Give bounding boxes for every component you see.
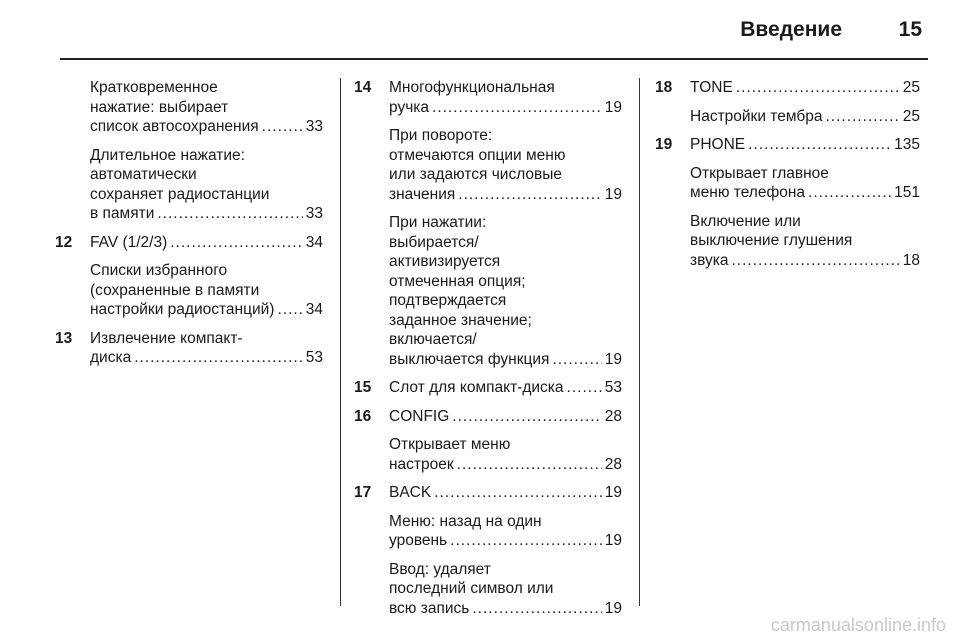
index-entry	[90, 78, 323, 137]
page-header	[0, 0, 960, 60]
index-entry	[655, 135, 920, 155]
entry-text-line: подтверждается	[389, 292, 507, 309]
index-entry	[389, 560, 622, 619]
entry-label: FAV (1/2/3)	[90, 233, 168, 251]
entry-reference-line	[690, 251, 920, 271]
dot-leader	[736, 78, 900, 98]
dot-leader	[277, 300, 302, 320]
entry-reference-line	[389, 378, 622, 398]
dot-leader	[450, 531, 602, 551]
dot-leader	[432, 98, 602, 118]
entry-text-line: нажатие: выбирает	[90, 98, 229, 116]
entry-number: 19	[655, 136, 673, 153]
page-reference: 53	[604, 379, 622, 396]
index-entry	[690, 107, 920, 127]
entry-reference-line	[690, 135, 920, 155]
page-reference: 19	[604, 185, 622, 203]
entry-reference-line	[389, 531, 622, 551]
index-entry	[354, 483, 622, 503]
entry-label: в памяти	[90, 205, 155, 222]
dot-leader	[134, 348, 303, 368]
index-entry	[354, 378, 622, 398]
entry-reference-line	[389, 350, 622, 370]
entry-text-line: Открывает меню	[389, 436, 511, 453]
entry-text-line: отмеченная опция;	[389, 272, 526, 290]
page-reference: 25	[902, 107, 920, 125]
entry-reference-line	[690, 78, 920, 98]
watermark: carmanualsonline.info	[770, 615, 946, 635]
entry-reference-line	[90, 348, 323, 368]
entry-label: выключается функция	[389, 350, 550, 368]
entry-text-line: выключение глушения	[690, 232, 853, 249]
entry-label: список автосохранения	[90, 118, 259, 135]
index-entry	[55, 233, 323, 253]
entry-label: CONFIG	[389, 407, 450, 425]
entry-number: 18	[655, 79, 673, 96]
dot-leader	[472, 599, 601, 619]
page-reference: 19	[604, 532, 622, 549]
page-reference: 28	[604, 407, 622, 425]
entry-text-line: сохраняет радиостанции	[90, 185, 270, 203]
index-entry	[90, 146, 323, 224]
page-reference: 135	[894, 136, 920, 153]
header-rule	[60, 58, 928, 60]
entry-text-line: или задаются числовые	[389, 166, 563, 183]
page-reference: 28	[604, 455, 622, 473]
dot-leader	[452, 407, 601, 427]
index-column-2	[354, 78, 622, 627]
entry-label: Настройки тембра	[690, 107, 823, 125]
entry-reference-line	[389, 455, 622, 475]
entry-reference-line	[389, 98, 622, 118]
entry-reference-line	[90, 117, 323, 137]
page-reference: 18	[902, 251, 920, 269]
dot-leader	[748, 135, 891, 155]
dot-leader	[170, 233, 303, 253]
page-reference: 19	[604, 350, 622, 368]
entry-number: 16	[354, 407, 372, 425]
entry-text-line: выбирается/	[389, 233, 479, 251]
entry-label: звука	[690, 251, 729, 269]
entry-text-line: Кратковременное	[90, 79, 218, 96]
entry-label: PHONE	[690, 136, 746, 153]
page-reference: 33	[305, 118, 323, 135]
page-reference: 19	[604, 484, 622, 501]
page-reference: 34	[305, 233, 323, 251]
page-reference: 53	[305, 349, 323, 366]
dot-leader	[457, 455, 602, 475]
entry-label: TONE	[690, 79, 733, 96]
entry-number: 15	[354, 379, 372, 396]
entry-reference-line	[690, 107, 920, 127]
index-entry	[389, 213, 622, 369]
index-entry	[389, 126, 622, 204]
index-entry	[690, 164, 920, 203]
entry-text-line: Списки избранного	[90, 262, 228, 279]
page-number: 15	[898, 18, 922, 41]
entry-reference-line	[389, 407, 622, 427]
index-entry	[354, 78, 622, 117]
dot-leader	[825, 107, 899, 127]
entry-number: 17	[354, 484, 372, 501]
entry-reference-line	[389, 483, 622, 503]
entry-number: 14	[354, 79, 372, 96]
entry-reference-line	[90, 204, 323, 224]
entry-reference-line	[90, 300, 323, 320]
dot-leader	[552, 350, 601, 370]
entry-label: уровень	[389, 532, 448, 549]
entry-label: меню телефона	[690, 184, 806, 201]
entry-text-line: Включение или	[690, 212, 801, 230]
entry-reference-line	[690, 183, 920, 203]
entry-text-line: При нажатии:	[389, 214, 487, 231]
entry-label: настроек	[389, 455, 454, 473]
entry-text-line: заданное значение;	[389, 311, 532, 329]
dot-leader	[458, 185, 601, 205]
dot-leader	[262, 117, 303, 137]
index-entry	[90, 261, 323, 320]
entry-text-line: Ввод: удаляет	[389, 560, 491, 578]
index-entry	[655, 78, 920, 98]
section-title: Введение	[740, 18, 842, 41]
dot-leader	[808, 183, 891, 203]
page-reference: 19	[604, 98, 622, 116]
entry-number: 13	[55, 329, 73, 347]
entry-reference-line	[389, 185, 622, 205]
entry-text-line: (сохраненные в памяти	[90, 281, 260, 299]
index-entry	[354, 407, 622, 427]
page-reference: 19	[604, 599, 622, 617]
entry-text-line: отмечаются опции меню	[389, 146, 566, 164]
entry-text-line: активизируется	[389, 253, 501, 270]
dot-leader	[732, 251, 900, 271]
entry-label: настройки радиостанций)	[90, 301, 275, 318]
index-entry	[389, 435, 622, 474]
column-divider	[340, 78, 341, 606]
page-reference: 25	[902, 79, 920, 96]
entry-number: 12	[55, 233, 73, 251]
dot-leader	[434, 483, 602, 503]
index-column-3	[655, 78, 920, 279]
entry-reference-line	[90, 233, 323, 253]
entry-text-line: Многофункциональная	[389, 79, 555, 96]
entry-label: BACK	[389, 484, 432, 501]
entry-label: ручка	[389, 98, 430, 116]
entry-reference-line	[389, 599, 622, 619]
index-entry	[55, 329, 323, 368]
entry-label: всю запись	[389, 599, 470, 617]
entry-label: диска	[90, 349, 132, 366]
entry-text-line: Длительное нажатие:	[90, 146, 245, 164]
index-entry	[690, 212, 920, 271]
page-reference: 151	[894, 184, 920, 201]
page-reference: 33	[305, 205, 323, 222]
entry-text-line: Открывает главное	[690, 164, 829, 182]
entry-label: значения	[389, 185, 456, 203]
entry-text-line: последний символ или	[389, 580, 554, 597]
index-entry	[389, 512, 622, 551]
entry-label: Слот для компакт-диска	[389, 379, 564, 396]
column-divider	[639, 78, 640, 606]
entry-text-line: Меню: назад на один	[389, 512, 542, 530]
entry-text-line: автоматически	[90, 166, 197, 183]
dot-leader	[157, 204, 302, 224]
index-column-1	[55, 78, 323, 377]
page-reference: 34	[305, 301, 323, 318]
entry-text-line: При повороте:	[389, 127, 493, 144]
dot-leader	[567, 378, 602, 398]
entry-text-line: включается/	[389, 331, 477, 348]
entry-text-line: Извлечение компакт-	[90, 329, 243, 347]
